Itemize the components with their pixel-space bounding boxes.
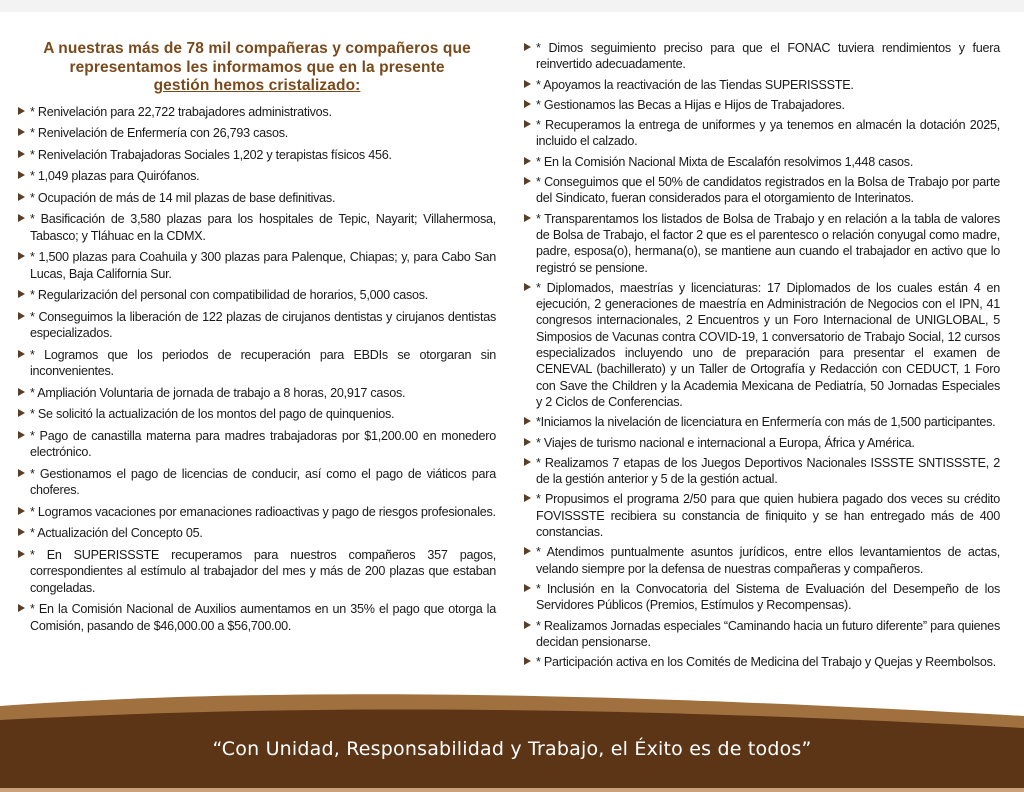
- list-item: [524, 117, 1000, 150]
- list-item: [18, 190, 496, 207]
- title-line-3: [24, 77, 490, 96]
- bullet-arrow-icon: [524, 657, 531, 665]
- list-item-text: * Basificación de 3,580 plazas para los hospitales de Tepic, Nayarit; Villahermosa, Tabasco; y Tláhuac en la CDMX.: [30, 212, 496, 243]
- list-item: [18, 249, 496, 282]
- list-item-text: * Diplomados, maestrías y licenciaturas: 17 Diplomados de los cuales están 4 en ejecución, 2 generaciones de maestría en Administración de Negocios con el IPN, 41 congresos internacionales, 2 Encuentros y un Foro Internacional de UNIGLOBAL, 5 Simposios de Vacunas contra COVID-19, 1 conversatorio de Trabajo Social, 12 cursos especializados incluyendo uno de preparación para presentar el examen de CENEVAL (bachillerato) y un Taller de Ortografía y Redacción con CEDUCT, 1 Foro con Save the Children y la Academia Mexicana de Pediatría, 50 Jornadas Especiales y 2 Ciclos de Conferencias.: [536, 280, 1000, 409]
- list-item-text: * Realizamos 7 etapas de los Juegos Deportivos Nacionales ISSSTE SNTISSSTE, 2 de la gestión anterior y 5 de la gestión actual.: [536, 455, 1000, 487]
- list-item-text: * En la Comisión Nacional de Auxilios aumentamos en un 35% el pago que otorga la Comisión, pasando de $46,000.00 a $56,700.00.: [30, 602, 496, 633]
- list-item-text: * Gestionamos las Becas a Hijas e Hijos de Trabajadores.: [536, 97, 845, 112]
- list-item: [18, 211, 496, 244]
- list-item: [524, 280, 1000, 410]
- bullet-arrow-icon: [524, 177, 531, 185]
- list-item-text: * Transparentamos los listados de Bolsa de Trabajo y en relación a la tabla de valores de Bolsa de Trabajo, el factor 2 que es el parentesco o relación conyugal como madre, padre, esposa(o), hermana(o), se mantiene aun cuando el trabajador en activo que lo registró se pensione.: [536, 211, 1000, 275]
- bullet-arrow-icon: [524, 283, 531, 291]
- list-item: [18, 287, 496, 304]
- list-item-text: * 1,049 plazas para Quirófanos.: [30, 169, 200, 183]
- footer-banner: [0, 690, 1024, 792]
- bullet-arrow-icon: [524, 43, 531, 51]
- bullet-arrow-icon: [18, 431, 25, 439]
- bullet-arrow-icon: [18, 528, 25, 536]
- bullet-arrow-icon: [524, 157, 531, 165]
- bullet-arrow-icon: [18, 171, 25, 179]
- list-item: [18, 525, 496, 542]
- list-item-text: * Logramos vacaciones por emanaciones radioactivas y pago de riesgos profesionales.: [30, 504, 496, 519]
- list-item-text: * Realizamos Jornadas especiales “Caminando hacia un futuro diferente” para quienes decidan pensionarse.: [536, 618, 1000, 649]
- bullet-arrow-icon: [524, 584, 531, 592]
- right-achievements-list: [524, 40, 1000, 670]
- bullet-arrow-icon: [18, 469, 25, 477]
- title-line-3-text: gestión hemos cristalizado:: [153, 77, 361, 94]
- list-item-text: * Atendimos puntualmente asuntos jurídicos, entre ellos levantamientos de actas, velando siempre por la defensa de nuestras compañeras y compañeros.: [536, 545, 1000, 576]
- list-item: [18, 347, 496, 380]
- list-item-text: * Conseguimos que el 50% de candidatos registrados en la Bolsa de Trabajo por parte del Sindicato, fueran considerados para el otorgamiento de Interinatos.: [536, 175, 1000, 206]
- right-column: [524, 40, 1000, 674]
- title-line-2: representamos les informamos que en la presente: [69, 58, 445, 76]
- list-item-text: * Inclusión en la Convocatoria del Sistema de Evaluación del Desempeño de los Servidores Públicos (Premios, Estímulos y Recompensas).: [536, 581, 1000, 613]
- list-item: [524, 211, 1000, 276]
- list-item-text: * Ampliación Voluntaria de jornada de trabajo a 8 horas, 20,917 casos.: [30, 385, 406, 400]
- list-item-text: * Logramos que los periodos de recuperación para EBDIs se otorgaran sin inconvenientes.: [30, 347, 496, 378]
- list-item: [18, 504, 496, 521]
- list-item: [18, 385, 496, 402]
- list-item: [524, 435, 1000, 451]
- bullet-arrow-icon: [18, 252, 25, 260]
- bullet-arrow-icon: [524, 100, 531, 108]
- bullet-arrow-icon: [524, 621, 531, 629]
- bullet-arrow-icon: [18, 507, 25, 515]
- list-item-text: * Propusimos el programa 2/50 para que quien hubiera pagado dos veces su crédito FOVISSSTE recibiera su constancia de finiquito y se han entregado más de 400 constancias.: [536, 492, 1000, 540]
- list-item-text: * 1,500 plazas para Coahuila y 300 plazas para Palenque, Chiapas; y, para Cabo San Lucas, Baja California Sur.: [30, 250, 496, 281]
- list-item-text: * Dimos seguimiento preciso para que el FONAC tuviera rendimientos y fuera reinvertido adecuadamente.: [536, 41, 1000, 72]
- list-item: [524, 40, 1000, 73]
- list-item-text: * Renivelación para 22,722 trabajadores administrativos.: [30, 104, 332, 119]
- list-item: [524, 491, 1000, 540]
- list-item: [18, 406, 496, 423]
- list-item-text: * Pago de canastilla materna para madres trabajadoras por $1,200.00 en monedero electrónico.: [30, 428, 496, 459]
- list-item-text: * En la Comisión Nacional Mixta de Escalafón resolvimos 1,448 casos.: [536, 154, 914, 169]
- bullet-arrow-icon: [524, 120, 531, 128]
- list-item-text: * Recuperamos la entrega de uniformes y ya tenemos en almacén la dotación 2025, incluido el calzado.: [536, 118, 1000, 149]
- list-item: [524, 654, 1000, 670]
- list-item: [18, 168, 496, 185]
- list-item: [18, 601, 496, 634]
- bullet-arrow-icon: [18, 350, 25, 358]
- list-item: [524, 414, 1000, 430]
- bullet-arrow-icon: [524, 547, 531, 555]
- list-item: [18, 547, 496, 597]
- bullet-arrow-icon: [524, 417, 531, 425]
- list-item-text: * Apoyamos la reactivación de las Tiendas SUPERISSSTE.: [536, 77, 854, 92]
- bullet-arrow-icon: [18, 128, 25, 136]
- list-item: [18, 147, 496, 164]
- bullet-arrow-icon: [18, 312, 25, 320]
- bullet-arrow-icon: [18, 409, 25, 417]
- list-item-text: * Conseguimos la liberación de 122 plazas de cirujanos dentistas y cirujanos dentistas especializados.: [30, 309, 496, 340]
- bullet-arrow-icon: [18, 150, 25, 158]
- list-item: [524, 77, 1000, 93]
- bullet-arrow-icon: [524, 458, 531, 466]
- list-item: [524, 97, 1000, 113]
- list-item: [18, 466, 496, 499]
- list-item-text: *Iniciamos la nivelación de licenciatura en Enfermería con más de 1,500 participantes.: [536, 415, 996, 430]
- list-item: [524, 154, 1000, 170]
- list-item: [524, 174, 1000, 207]
- bullet-arrow-icon: [524, 80, 531, 88]
- list-item: [18, 125, 496, 142]
- list-item-text: * Se solicitó la actualización de los montos del pago de quinquenios.: [30, 407, 395, 421]
- list-item: [18, 104, 496, 121]
- list-item: [524, 544, 1000, 577]
- title-line-1: A nuestras más de 78 mil compañeras y compañeros que: [43, 40, 471, 57]
- bullet-arrow-icon: [18, 290, 25, 298]
- bullet-arrow-icon: [18, 388, 25, 396]
- list-item-text: * Participación activa en los Comités de Medicina del Trabajo y Quejas y Reembolsos.: [536, 655, 996, 670]
- list-item-text: * Ocupación de más de 14 mil plazas de base definitivas.: [30, 190, 336, 205]
- page-title: [18, 40, 496, 96]
- bullet-arrow-icon: [18, 604, 25, 612]
- bullet-arrow-icon: [18, 193, 25, 201]
- list-item: [18, 309, 496, 342]
- left-column: [18, 40, 496, 639]
- bullet-arrow-icon: [18, 550, 25, 558]
- list-item: [524, 581, 1000, 614]
- bullet-arrow-icon: [524, 494, 531, 502]
- left-achievements-list: [18, 104, 496, 635]
- bullet-arrow-icon: [524, 214, 531, 222]
- bullet-arrow-icon: [18, 214, 25, 222]
- bullet-arrow-icon: [524, 438, 531, 446]
- list-item-text: * Viajes de turismo nacional e internacional a Europa, África y América.: [536, 435, 915, 450]
- top-band: [0, 0, 1024, 12]
- bullet-arrow-icon: [18, 107, 25, 115]
- list-item-text: * Renivelación Trabajadoras Sociales 1,202 y terapistas físicos 456.: [30, 147, 392, 162]
- list-item-text: * Regularización del personal con compatibilidad de horarios, 5,000 casos.: [30, 288, 429, 302]
- list-item: [524, 455, 1000, 488]
- list-item: [524, 618, 1000, 651]
- list-item: [18, 428, 496, 461]
- list-item-text: * Gestionamos el pago de licencias de conducir, así como el pago de viáticos para choferes.: [30, 466, 496, 497]
- footer-motto: “Con Unidad, Responsabilidad y Trabajo, el Éxito es de todos”: [212, 738, 812, 760]
- list-item-text: * Actualización del Concepto 05.: [30, 526, 203, 540]
- list-item-text: * En SUPERISSSTE recuperamos para nuestros compañeros 357 pagos, correspondientes al estímulo al trabajador del mes y más de 200 plazas que estaban congeladas.: [30, 547, 496, 595]
- list-item-text: * Renivelación de Enfermería con 26,793 casos.: [30, 126, 289, 140]
